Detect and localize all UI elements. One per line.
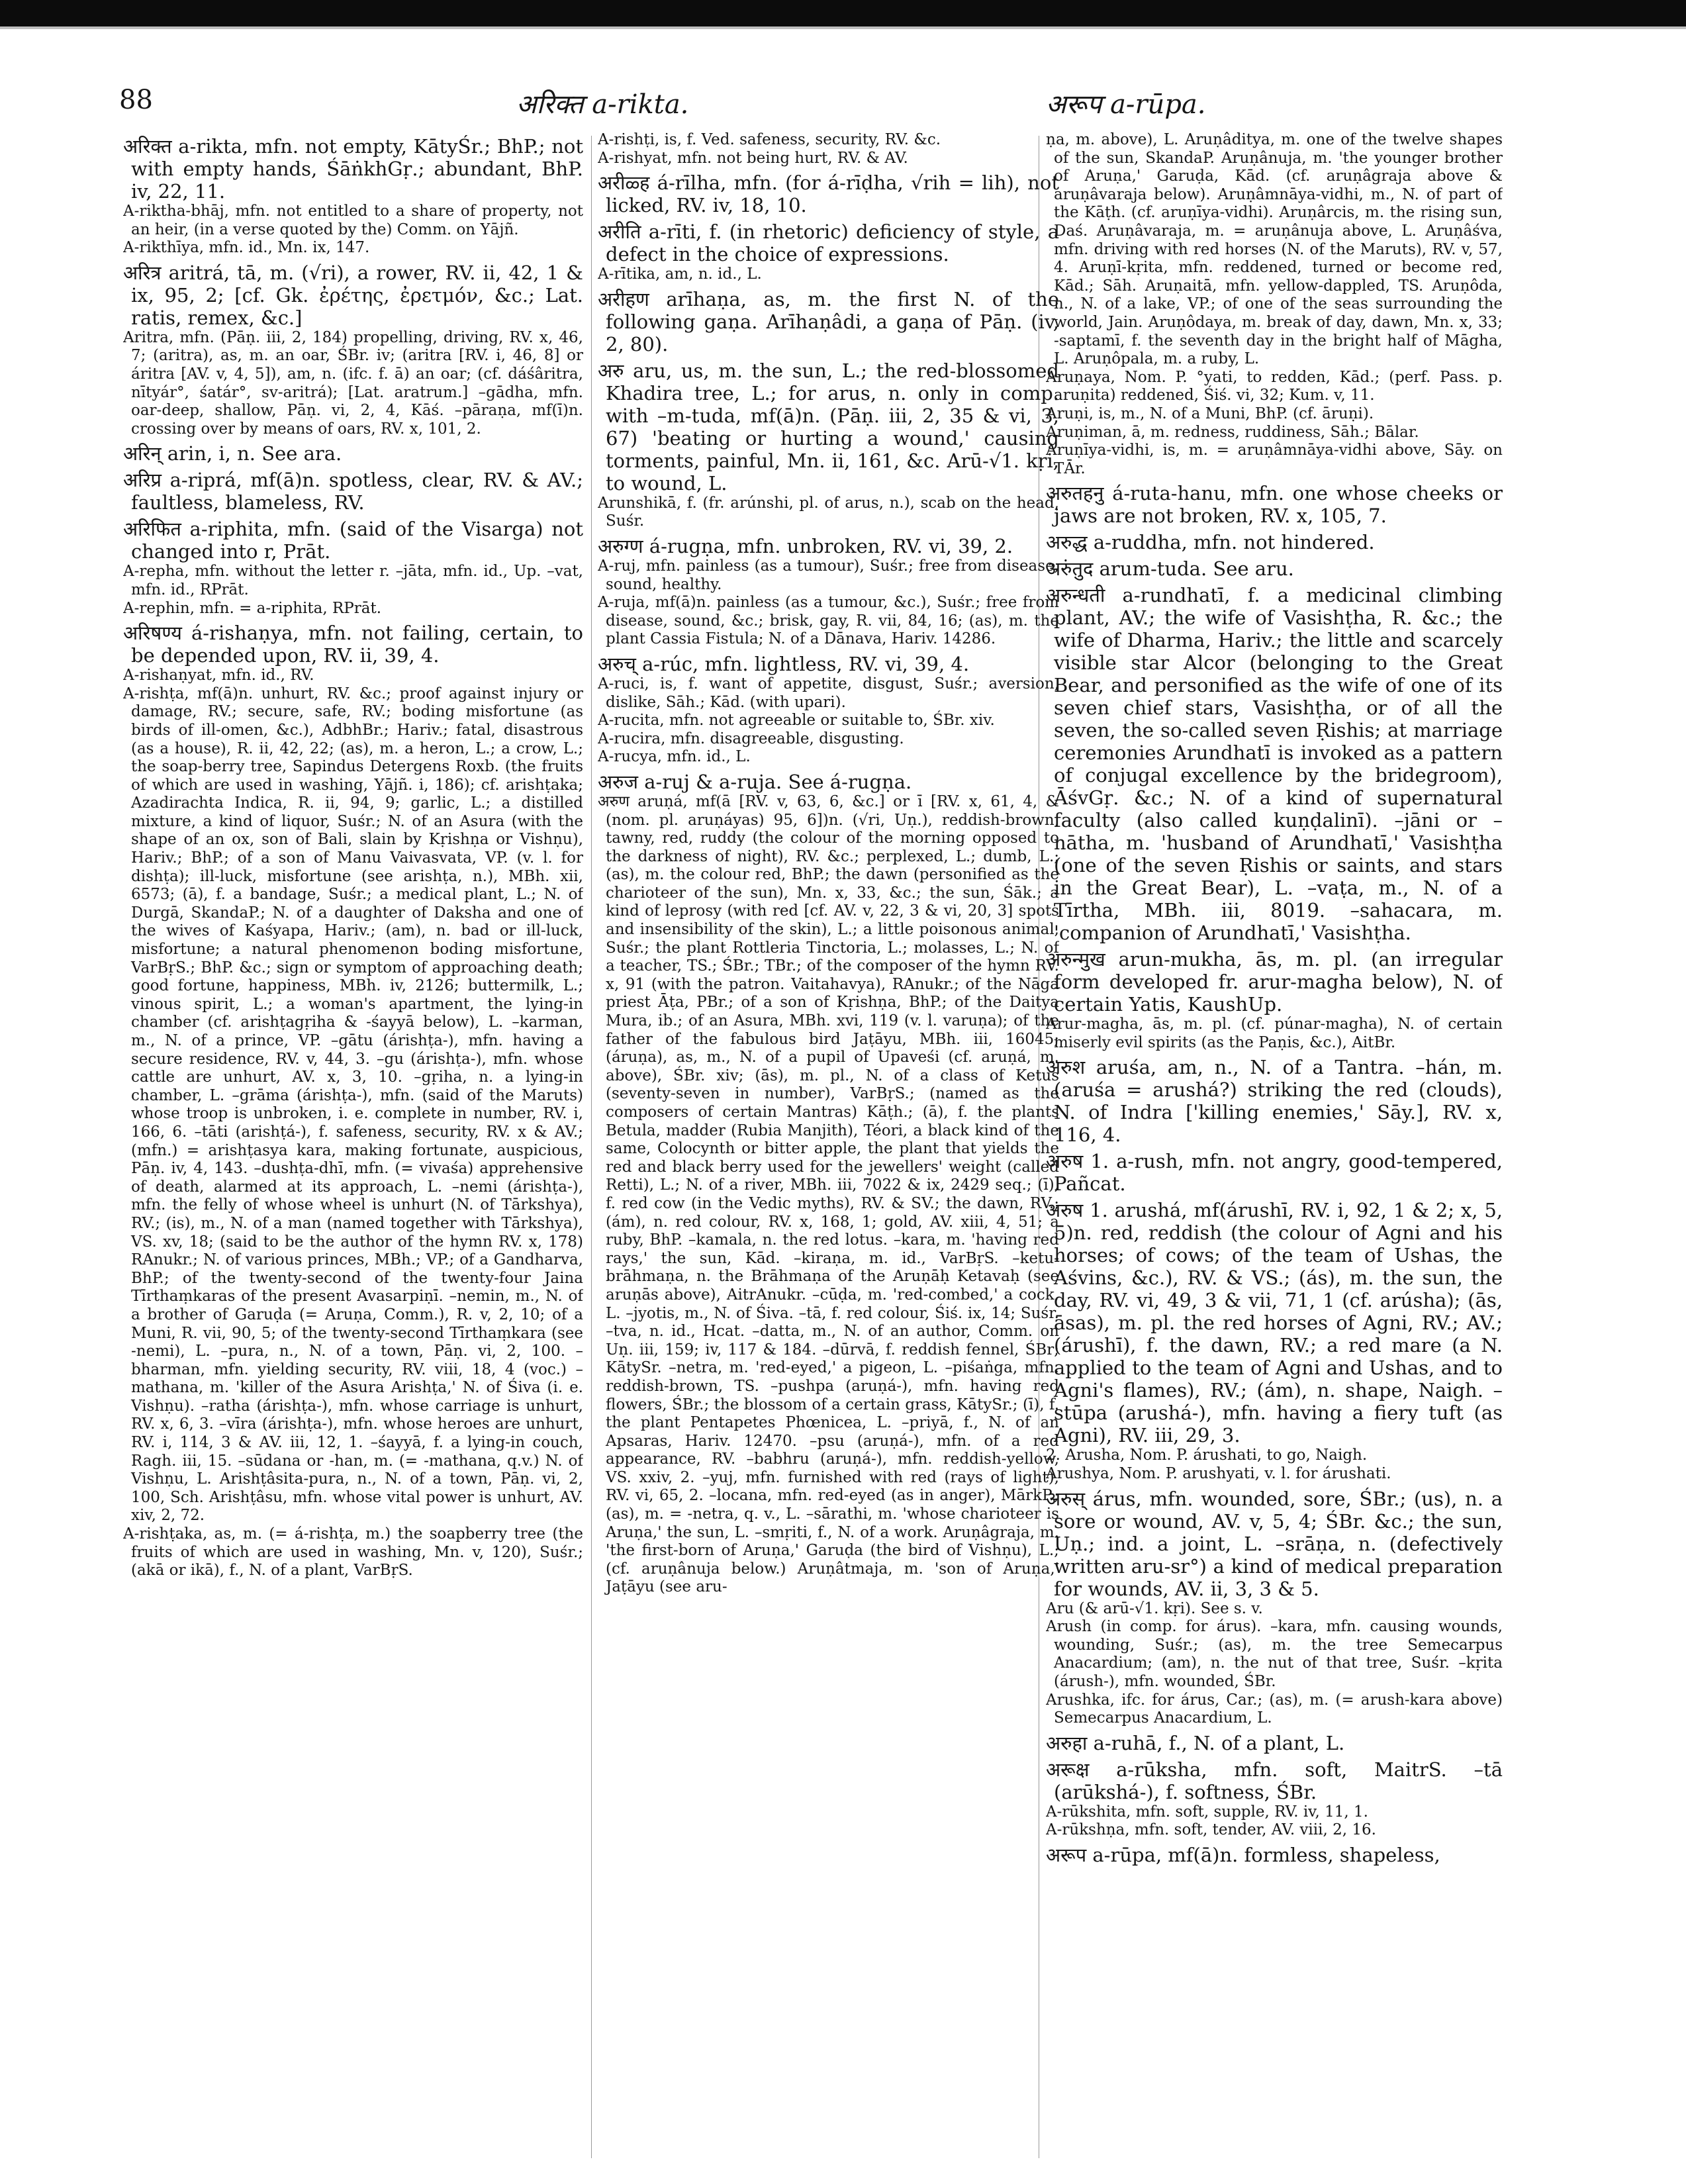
headword-entry: अरुज a-ruj & a-ruja. See á-rugṇa. [598, 770, 912, 793]
column-1 [123, 131, 583, 2163]
sub-entry: A-rūkshita, mfn. soft, supple, RV. iv, 11, 1. [1046, 1803, 1368, 1821]
sub-entry: A-riktha-bhāj, mfn. not entitled to a share of property, not an heir, (in a verse quoted by the) Comm. on Yājñ. [123, 203, 583, 238]
column-2 [598, 131, 1059, 2163]
headword-entry: अरिन् arin, i, n. See ara. [123, 442, 342, 465]
sub-entry: A-rucita, mfn. not agreeable or suitable to, ŚBr. xiv. [598, 712, 995, 730]
headword-entry: अरिक्त a-rikta, mfn. not empty, KātyŚr.; BhP.; not with empty hands, ŚāṅkhGṛ.; abundant, BhP. iv, 22, 11. [123, 135, 583, 203]
left-running-head: अरिक्त a-rikta. [516, 89, 689, 120]
sub-entry: A-rikthīya, mfn. id., Mn. ix, 147. [123, 239, 370, 257]
headword-entry: अरूक्ष a-rūksha, mfn. soft, MaitrS. –tā (arūkshá-), f. softness, ŚBr. [1046, 1758, 1503, 1803]
sub-entry: A-rishṭaka, as, m. (= á-rishṭa, m.) the soapberry tree (the fruits of which are used in washing, Mn. v, 120), Suśr.; (akā or ikā), f., N. of a plant, VarBṛS. [123, 1525, 583, 1580]
page-number: 88 [119, 85, 153, 115]
sub-entry: A-rucya, mfn. id., L. [598, 748, 751, 766]
headword-entry: अरुष 1. arushá, mf(árushī, RV. i, 92, 1 & 2; x, 5, 5)n. red, reddish (the colour of Agni and his horses; of cows; of the team of Ushas, the Aśvins, &c.), RV. & VS.; (ás), m. the sun, the day, RV. vi, 49, 3 & vii, 71, 1 (cf. arúsha); (ās, āsas), m. pl. the red horses of Agni, RV.; AV.; (árushī), f. the dawn, RV.; a red mare (a N. applied to the team of Agni and Ushas, and to Agni's flames), RV.; (ám), n. shape, Naigh. –stūpa (arushá-), mfn. having a fiery tuft (as Agni), RV. iii, 29, 3. [1046, 1199, 1503, 1447]
headword-entry: अरुश aruśa, am, n., N. of a Tantra. –hán, m. (aruśa = arushá?) striking the red (clouds), N. of Indra ['killing enemies,' Sāy.], RV. x, 116, 4. [1046, 1056, 1503, 1147]
headword-entry: अरीळ्ह á-rīlha, mfn. (for á-rīḍha, √rih = lih), not licked, RV. iv, 18, 10. [598, 171, 1059, 217]
headword-entry: अरुग्ण á-rugṇa, mfn. unbroken, RV. vi, 39, 2. [598, 534, 1013, 557]
sub-entry: Aritra, mfn. (Pāṇ. iii, 2, 184) propelling, driving, RV. x, 46, 7; (aritra), as, m. an oar, ŚBr. iv; (aritra [RV. i, 46, 8] or áritra [AV. v, 4, 5]), am, n. (ifc. f. ā) an oar; (cf. dáśâritra, nītyár°, śatár°, sv-aritrá); [Lat. aratrum.] –gādha, mfn. oar-deep, shallow, Pāṇ. vi, 2, 4, Kāś. –pāraṇa, mf(ī)n. crossing over by means of oars, RV. x, 101, 2. [123, 328, 583, 438]
page-header [119, 85, 1540, 124]
sub-entry: A-rishaṇyat, mfn. id., RV. [123, 667, 314, 685]
sub-entry: Aru (& arū-√1. kṛi). See s. v. [1046, 1599, 1263, 1617]
sub-entry: A-rūkshṇa, mfn. soft, tender, AV. viii, 2, 16. [1046, 1821, 1376, 1839]
sub-entry: Aruṇīya-vidhi, is, m. = aruṇâmnāya-vidhi above, Sāy. on TĀr. [1046, 442, 1503, 477]
headword-entry: अरिषण्य á-rishaṇya, mfn. not failing, certain, to be depended upon, RV. ii, 39, 4. [123, 622, 583, 667]
sub-entry: A-rishyat, mfn. not being hurt, RV. & AV. [598, 149, 908, 167]
headword-entry: अरुन्धती a-rundhatī, f. a medicinal climbing plant, AV.; the wife of Vasishṭha, R. &c.; the wife of Dharma, Hariv.; the little and scarcely visible star Alcor (belonging to the Great Bear, and personified as the wife of one of its seven chief stars, Vasishṭha, or of all the seven, the so-called seven Ṛishis; at marriage ceremonies Arundhatī is invoked as a pattern of conjugal excellence by the bridegroom), ĀśvGṛ. &c.; N. of a kind of supernatural faculty (also called kuṇḍalinī). –jāni or –nātha, m. 'husband of Arundhatī,' Vasishṭha (one of the seven Ṛishis or saints, and stars in the Great Bear), L. –vaṭa, m., N. of a Tīrtha, MBh. iii, 8019. –sahacara, m. 'companion of Arundhatī,' Vasishṭha. [1046, 584, 1503, 945]
headword-entry: अरुच् a-rúc, mfn. lightless, RV. vi, 39, 4. [598, 652, 970, 675]
sub-entry: 2. Arusha, Nom. P. árushati, to go, Naigh. [1046, 1447, 1368, 1464]
headword-entry: अरिप्र a-riprá, mf(ā)n. spotless, clear, RV. & AV.; faultless, blameless, RV. [123, 469, 583, 514]
headword-entry: अरुहा a-ruhā, f., N. of a plant, L. [1046, 1731, 1345, 1754]
sub-entry: A-rishṭi, is, f. Ved. safeness, security, RV. &c. [598, 131, 941, 148]
headword-entry: अरुद्ध a-ruddha, mfn. not hindered. [1046, 531, 1375, 554]
sub-entry: Arushka, ifc. for árus, Car.; (as), m. (= arush-kara above) Semecarpus Anacardium, L. [1046, 1691, 1503, 1727]
sub-entry: Arur-magha, ās, m. pl. (cf. púnar-magha), N. of certain miserly evil spirits (as the Paṇis, &c.), AitBr. [1046, 1016, 1503, 1051]
sub-entry: A-rītika, am, n. id., L. [598, 265, 762, 283]
headword-entry: अरुस् árus, mfn. wounded, sore, ŚBr.; (us), n. a sore or wound, AV. v, 5, 4; ŚBr. &c.; the sun, Uṇ.; ind. a joint, L. –srāṇa, n. (defectively written aru-sr°) a kind of medical preparation for wounds, AV. ii, 3, 3 & 5. [1046, 1487, 1503, 1600]
sub-entry: Arunshikā, f. (fr. arúnshi, pl. of arus, n.), scab on the head, Suśr. [598, 494, 1059, 530]
headword-entry: अरुंतुद arum-tuda. See aru. [1046, 557, 1294, 581]
headword-entry: अरूप a-rūpa, mf(ā)n. formless, shapeless, [1046, 1844, 1440, 1866]
sub-entry: Arush (in comp. for árus). –kara, mfn. causing wounds, wounding, Suśr.; (as), m. the tree Semecarpus Anacardium; (am), n. the nut of that tree, Suśr. –kṛita (árush-), mfn. wounded, ŚBr. [1046, 1618, 1503, 1691]
headword-entry: अरुतहनु á-ruta-hanu, mfn. one whose cheeks or jaws are not broken, RV. x, 105, 7. [1046, 482, 1503, 528]
sub-entry: Aruṇi, is, m., N. of a Muni, BhP. (cf. āruṇi). [1046, 404, 1374, 422]
headword-entry: अरु aru, us, m. the sun, L.; the red-blossomed Khadira tree, L.; for arus, n. only in comp. with –m-tuda, mf(ā)n. (Pāṇ. iii, 2, 35 & vi, 3, 67) 'beating or hurting a wound,' causing torments, painful, Mn. ii, 161, &c. Arū-√1. kṛi, to wound, L. [598, 359, 1059, 495]
sub-entry: Arushya, Nom. P. arushyati, v. l. for árushati. [1046, 1465, 1391, 1483]
sub-entry: अरुण aruṇá, mf(ā [RV. v, 63, 6, &c.] or ī [RV. x, 61, 4, & (nom. pl. aruṇáyas) 95, 6])n. (√ri, Uṇ.), reddish-brown, tawny, red, ruddy (the colour of the morning opposed to the darkness of night), RV. &c.; perplexed, L.; dumb, L.; (as), m. the colour red, BhP.; the dawn (personified as the charioteer of the sun), Mn. x, 33, &c.; the sun, Śāk.; a kind of leprosy (with red [cf. AV. v, 22, 3 & vi, 20, 3] spots and insensibility of the skin), L.; a little poisonous animal, Suśr.; the plant Rottleria Tinctoria, L.; molasses, L.; N. of a teacher, TS.; ŚBr.; TBr.; of the composer of the hymn RV. x, 91 (with the patron. Vaitahavya), RAnukr.; of the Nāga priest Āṭa, PBr.; of a son of Kṛishṇa, BhP.; of the Daitya Mura, ib.; of an Asura, MBh. xvi, 119 (v. l. varuṇa); of the father of the fabulous bird Jaṭāyu, MBh. iii, 16045; (áruṇa), as, m., N. of a pupil of Upaveśi (cf. aruṇá, m. above), ŚBr. xiv; (ās), m. pl., N. of a class of Ketus (seventy-seven in number), VarBṛS.; (named as the composers of certain Mantras) Kāṭh.; (ā), f. the plants Betula, madder (Rubia Manjith), Téori, a black kind of the same, Colocynth or bitter apple, the plant that yields the red and black berry used for the jewellers' weight (called Retti), L.; N. of a river, MBh. iii, 7022 & ix, 2429 seq.; (ī), f. red cow (in the Vedic myths), RV. & SV.; the dawn, RV.; (ám), n. red colour, RV. x, 168, 1; gold, AV. xiii, 4, 51; a ruby, BhP. –kamala, n. the red lotus. –kara, m. 'having red rays,' the sun, Kād. –kiraṇa, m. id., VarBṛS. –ketu-brāhmaṇa, n. the Brāhmaṇa of the Aruṇāḥ Ketavaḥ (see aruṇās above), AitrAnukr. –cūḍa, m. 'red-combed,' a cock, L. –jyotis, m., N. of Śiva. –tā, f. red colour, Śiś. ix, 14; Suśr. –tva, n. id., Hcat. –datta, m., N. of an author, Comm. on Uṇ. iii, 159; iv, 117 & 184. –dūrvā, f. reddish fennel, ŚBr; KātySr. –netra, m. 'red-eyed,' a pigeon, L. –piśaṅga, mfn. reddish-brown, TS. –pushpa (aruṇá-), mfn. having red flowers, ŚBr.; the blossom of a certain grass, KātySr.; (ī), f. the plant Pentapetes Phœnicea, L. –priyā, f., N. of an Apsaras, Hariv. 12470. –psu (aruṇá-), mfn. of a red appearance, RV. –babhru (aruṇá-), mfn. reddish-yellow, VS. xxiv, 2. –yuj, mfn. furnished with red (rays of light), RV. vi, 65, 2. –locana, mfn. red-eyed (as in anger), MārkP.; (as), m. = -netra, q. v., L. –sārathi, m. 'whose charioteer is Aruṇa,' the sun, L. –smṛiti, f., N. of a work. Aruṇâgraja, m. 'the first-born of Aruṇa,' Garuḍa (the bird of Vishṇu), L.; (cf. aruṇânuja below.) Aruṇâtmaja, m. 'son of Aruṇa,' Jaṭāyu (see aru- [598, 792, 1059, 1596]
sub-entry: A-rephin, mfn. = a-riphita, RPrāt. [123, 599, 382, 617]
sub-entry: Aruṇaya, Nom. P. °yati, to redden, Kād.; (perf. Pass. p. aruṇita) reddened, Śiś. vi, 32; Kum. v, 11. [1046, 368, 1503, 404]
sub-entry: Aruṇiman, ā, m. redness, ruddiness, Sāh.; Bālar. [1046, 423, 1419, 441]
right-running-head: अरूप a-rūpa. [1046, 89, 1206, 120]
sub-entry: A-ruci, is, f. want of appetite, disgust, Suśr.; aversion, dislike, Sāh.; Kād. (with upari). [598, 675, 1059, 711]
scan-edge-shadow [0, 26, 1686, 29]
sub-entry: ṇa, m. above), L. Aruṇâditya, m. one of the twelve shapes of the sun, SkandaP. Aruṇânuja, m. 'the younger brother of Aruṇa,' Garuḍa, Kād. (cf. aruṇâgraja above & aruṇâvaraja below). Aruṇâmnāya-vidhi, m., N. of part of the Kāṭh. (cf. aruṇīya-vidhi). Aruṇârcis, m. the rising sun, Daś. Aruṇâvaraja, m. = aruṇânuja above, L. Aruṇâśva, mfn. driving with red horses (N. of the Maruts), RV. v, 57, 4. Aruṇī-kṛita, mfn. reddened, turned or become red, Kād.; Sāh. Aruṇaitā, mfn. yellow-dappled, TS. Aruṇôda, n., N. of a lake, VP.; of one of the seas surrounding the world, Jain. Aruṇôdaya, m. break of day, dawn, Mn. x, 33; -saptamī, f. the seventh day in the bright half of Māgha, L. Aruṇôpala, m. a ruby, L. [1046, 131, 1503, 368]
sub-entry: A-ruj, mfn. painless (as a tumour), Suśr.; free from disease, sound, healthy. [598, 557, 1059, 593]
headword-entry: अरीति a-rīti, f. (in rhetoric) deficiency of style, a defect in the choice of expressions. [598, 220, 1059, 266]
sub-entry: A-ruja, mf(ā)n. painless (as a tumour, &c.), Suśr.; free from disease, sound, &c.; brisk, gay, R. vii, 84, 16; (as), m. the plant Cassia Fistula; N. of a Dānava, Hariv. 14286. [598, 594, 1059, 648]
column-3 [1046, 131, 1503, 2163]
headword-entry: अरुष 1. a-rush, mfn. not angry, good-tempered, Pañcat. [1046, 1150, 1503, 1196]
headword-entry: अरीहण arīhaṇa, as, m. the first N. of the following gaṇa. Arīhaṇâdi, a gaṇa of Pāṇ. (iv, 2, 80). [598, 287, 1059, 356]
sub-entry: A-rucira, mfn. disagreeable, disgusting. [598, 730, 904, 747]
column-rule-1 [591, 136, 592, 2158]
headword-entry: अरित्र aritrá, tā, m. (√ri), a rower, RV. ii, 42, 1 & ix, 95, 2; [cf. Gk. ἐρέτης, ἐρετμόν, &c.; Lat. ratis, remex, &c.] [123, 261, 583, 329]
sub-entry: A-repha, mfn. without the letter r. –jāta, mfn. id., Up. –vat, mfn. id., RPrāt. [123, 563, 583, 598]
scan-edge-top [0, 0, 1686, 26]
headword-entry: अरुन्मुख arun-mukha, ās, m. pl. (an irregular form developed fr. arur-magha below), N. of certain Yatis, KaushUp. [1046, 948, 1503, 1016]
sub-entry: A-rishṭa, mf(ā)n. unhurt, RV. &c.; proof against injury or damage, RV.; secure, safe, RV.; boding misfortune (as birds of ill-omen, &c.), AdbhBr.; Hariv.; fatal, disastrous (as a house), R. ii, 42, 22; (as), m. a heron, L.; a crow, L.; the soap-berry tree, Sapindus Detergens Roxb. (the fruits of which are used in washing, Yājñ. i, 186); cf. arishṭaka; Azadirachta Indica, R. ii, 94, 9; garlic, L.; a distilled mixture, a kind of liquor, Suśr.; N. of an Asura (with the shape of an ox, son of Bali, slain by Kṛishṇa or Vishṇu), Hariv.; BhP.; of a son of Manu Vaivasvata, VP. (v. l. for dishṭa); ill-luck, misfortune (see arishṭa, n.), MBh. xii, 6573; (ā), f. a bandage, Suśr.; a medical plant, L.; N. of Durgā, SkandaP.; N. of a daughter of Daksha and one of the wives of Kaśyapa, Hariv.; (am), n. bad or ill-luck, misfortune; a natural phenomenon boding misfortune, VarBṛS.; BhP. &c.; sign or symptom of approaching death; good fortune, happiness, MBh. iv, 2126; buttermilk, L.; vinous spirit, L.; a woman's apartment, the lying-in chamber (cf. arishṭagṛiha & -śayyā below), L. –karman, m., N. of a prince, VP. –gātu (árishṭa-), mfn. having a secure residence, RV. v, 44, 3. –gu (árishṭa-), mfn. whose cattle are unhurt, AV. x, 3, 10. –gṛiha, n. a lying-in chamber, L. –grāma (árishṭa-), mfn. (said of the Maruts) whose troop is unbroken, i. e. complete in number, RV. i, 166, 6. –tāti (arishṭá-), f. safeness, security, RV. x & AV.; (mfn.) = arishṭasya kara, making fortunate, auspicious, Pāṇ. iv, 4, 143. –dushṭa-dhī, mfn. (= vivaśa) apprehensive of death, alarmed at its approach, L. –nemi (árishṭa-), mfn. the felly of whose wheel is unhurt (N. of Tārkshya), RV.; (is), m., N. of a man (named together with Tārkshya), VS. xv, 18; (said to be the author of the hymn RV. x, 178) RAnukr.; N. of various princes, MBh.; VP.; of a Gandharva, BhP.; of the twenty-second of the twenty-four Jaina Tīrthaṃkaras of the present Avasarpiṇī. –nemin, m., N. of a brother of Garuḍa (= Aruṇa, Comm.), R. v, 2, 10; of a Muni, R. vii, 90, 5; of the twenty-second Tīrthaṃkara (see -nemi), L. –pura, n., N. of a town, Pāṇ. vi, 2, 100. –bharman, mfn. yielding security, RV. viii, 18, 4 (voc.) –mathana, m. 'killer of the Asura Arishṭa,' N. of Śiva (i. e. Vishṇu). –ratha (árishṭa-), mfn. whose carriage is unhurt, RV. x, 6, 3. –vīra (árishṭa-), mfn. whose heroes are unhurt, RV. i, 114, 3 & AV. iii, 12, 1. –śayyā, f. a lying-in couch, Ragh. iii, 15. –sūdana or -han, m. (= -mathana, q.v.) N. of Vishṇu, L. Arishṭâsita-pura, n., N. of a town, Pāṇ. vi, 2, 100, Sch. Arishṭâsu, mfn. whose vital power is unhurt, AV. xiv, 2, 72. [123, 685, 583, 1525]
headword-entry: अरिफित a-riphita, mfn. (said of the Visarga) not changed into r, Prāt. [123, 518, 583, 563]
